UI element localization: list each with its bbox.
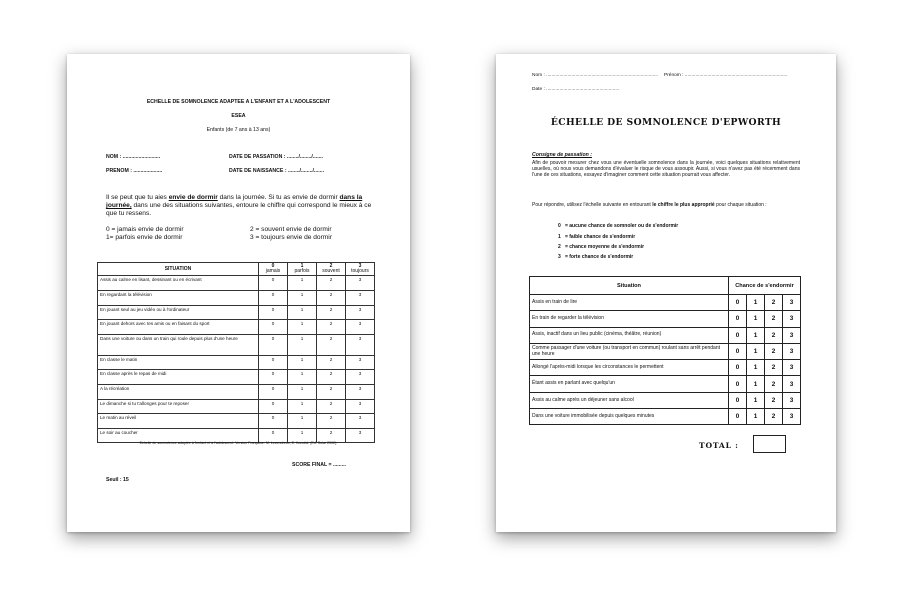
ep-prenom-field: Prénom : ............................................................................. bbox=[664, 73, 788, 78]
score-option-0[interactable]: 0 bbox=[259, 370, 288, 385]
score-option-3[interactable]: 3 bbox=[346, 384, 375, 399]
situation-cell: En regardant la télévision bbox=[98, 291, 259, 306]
table-row bbox=[530, 343, 801, 359]
table-row bbox=[98, 320, 375, 335]
score-option-0[interactable]: 0 bbox=[729, 295, 747, 311]
score-option-1[interactable]: 1 bbox=[288, 428, 317, 443]
table-row bbox=[530, 327, 801, 343]
score-option-0[interactable]: 0 bbox=[259, 384, 288, 399]
score-option-0[interactable]: 0 bbox=[259, 428, 288, 443]
score-option-2[interactable]: 2 bbox=[765, 327, 783, 343]
score-option-1[interactable]: 1 bbox=[288, 305, 317, 320]
esea-acronym: ESEA bbox=[231, 113, 246, 119]
situation-cell: Assis, inactif dans un lieu public (cinéma, théâtre, réunion) bbox=[530, 327, 729, 343]
score-option-1[interactable]: 1 bbox=[747, 295, 765, 311]
scale-3: 3 = forte chance de s'endormir bbox=[558, 254, 634, 260]
score-option-1[interactable]: 1 bbox=[747, 327, 765, 343]
score-option-2[interactable]: 2 bbox=[765, 360, 783, 376]
score-option-1[interactable]: 1 bbox=[288, 320, 317, 335]
score-option-2[interactable]: 2 bbox=[317, 399, 346, 414]
score-option-1[interactable]: 1 bbox=[747, 376, 765, 392]
legend-3: 3 = toujours envie de dormir bbox=[250, 234, 332, 241]
score-option-2[interactable]: 2 bbox=[317, 370, 346, 385]
score-option-0[interactable]: 0 bbox=[729, 327, 747, 343]
esea-passation-field: DATE DE PASSATION : ......../......../....... bbox=[229, 154, 323, 160]
score-option-1[interactable]: 1 bbox=[747, 409, 765, 425]
score-option-3[interactable]: 3 bbox=[346, 428, 375, 443]
score-option-1[interactable]: 1 bbox=[288, 334, 317, 355]
epworth-title: ÉCHELLE DE SOMNOLENCE D'EPWORTH bbox=[550, 117, 782, 128]
score-option-3[interactable]: 3 bbox=[783, 360, 801, 376]
table-header-row bbox=[530, 277, 801, 295]
legend-1: 1= parfois envie de dormir bbox=[106, 234, 183, 241]
esea-prenom-field: PRENOM : .................... bbox=[106, 168, 163, 174]
consigne-text: Afin de pouvoir mesurer chez vous une éventuelle somnolence dans la journée, voici quelques situations relativement usuelles, où nous vous demandons d'évaluer le risque de vous assoupir. Aussi, si vous n'avez pas été récemment dans l'une de ces situations, essayez d'imaginer comment cette situation pourrait vous affecter. bbox=[532, 160, 800, 179]
score-option-3[interactable]: 3 bbox=[346, 355, 375, 370]
situation-cell: En train de regarder la télévision bbox=[530, 311, 729, 327]
table-row bbox=[98, 414, 375, 429]
esea-table bbox=[97, 262, 375, 443]
score-option-1[interactable]: 1 bbox=[747, 392, 765, 408]
situation-cell: Le dimanche si tu t'allonges pour te reposer bbox=[98, 399, 259, 414]
table-row bbox=[530, 409, 801, 425]
table-row bbox=[530, 360, 801, 376]
score-header-1: 1 parfois bbox=[288, 263, 317, 276]
ep-date-field: Date : ....................................................... bbox=[532, 87, 620, 92]
situation-cell: Le soir au coucher bbox=[98, 428, 259, 443]
situation-cell: Assis au calme après un déjeuner sans alcool bbox=[530, 392, 729, 408]
situation-cell: En classe après le repas de midi bbox=[98, 370, 259, 385]
esea-footnote: Echelle de somnolence adaptée à l'enfant et à l'adolescent. Version Française. M. Lecendreux, E. Konofal. (Ed. Solar 2002). bbox=[139, 441, 338, 445]
total-label: TOTAL : bbox=[699, 441, 739, 450]
score-option-1[interactable]: 1 bbox=[747, 343, 765, 359]
legend-0: 0 = jamais envie de dormir bbox=[106, 226, 184, 233]
table-row bbox=[98, 291, 375, 306]
score-option-3[interactable]: 3 bbox=[346, 414, 375, 429]
table-row bbox=[98, 355, 375, 370]
score-option-2[interactable]: 2 bbox=[317, 384, 346, 399]
score-option-0[interactable]: 0 bbox=[259, 320, 288, 335]
score-option-2[interactable]: 2 bbox=[317, 276, 346, 291]
score-option-2[interactable]: 2 bbox=[765, 295, 783, 311]
situation-cell: Dans une voiture immobilisée depuis quelques minutes bbox=[530, 409, 729, 425]
score-option-2[interactable]: 2 bbox=[317, 414, 346, 429]
score-option-1[interactable]: 1 bbox=[747, 360, 765, 376]
score-option-3[interactable]: 3 bbox=[783, 327, 801, 343]
table-row bbox=[98, 305, 375, 320]
situation-cell: Dans une voiture ou dans un train qui roule depuis plus d'une heure bbox=[98, 334, 259, 355]
ep-nom-field: Nom : .................................................................................... bbox=[532, 73, 659, 78]
score-header-3: 3 toujours bbox=[346, 263, 375, 276]
chance-header: Chance de s'endormir bbox=[729, 277, 801, 295]
score-option-2[interactable]: 2 bbox=[317, 355, 346, 370]
score-option-2[interactable]: 2 bbox=[317, 291, 346, 306]
table-row bbox=[98, 370, 375, 385]
score-option-0[interactable]: 0 bbox=[729, 311, 747, 327]
situation-cell: Étant assis en parlant avec quelqu'un bbox=[530, 376, 729, 392]
table-row bbox=[530, 376, 801, 392]
esea-page bbox=[67, 54, 410, 532]
esea-title: ECHELLE DE SOMNOLENCE ADAPTEE A L'ENFANT ET A L'ADOLESCENT bbox=[146, 99, 331, 105]
score-header-2: 2 souvent bbox=[317, 263, 346, 276]
legend-2: 2 = souvent envie de dormir bbox=[250, 226, 332, 233]
score-option-3[interactable]: 3 bbox=[783, 392, 801, 408]
score-option-0[interactable]: 0 bbox=[729, 409, 747, 425]
table-row bbox=[98, 399, 375, 414]
score-option-0[interactable]: 0 bbox=[259, 305, 288, 320]
score-option-2[interactable]: 2 bbox=[765, 392, 783, 408]
score-option-1[interactable]: 1 bbox=[288, 355, 317, 370]
score-option-0[interactable]: 0 bbox=[259, 334, 288, 355]
situation-cell: Assis en train de lire bbox=[530, 295, 729, 311]
situation-cell: Assis au calme en lisant, dessinant ou en écrivant bbox=[98, 276, 259, 291]
score-option-2[interactable]: 2 bbox=[317, 428, 346, 443]
score-option-1[interactable]: 1 bbox=[288, 291, 317, 306]
score-option-0[interactable]: 0 bbox=[259, 276, 288, 291]
score-option-3[interactable]: 3 bbox=[346, 370, 375, 385]
score-option-0[interactable]: 0 bbox=[729, 360, 747, 376]
score-option-2[interactable]: 2 bbox=[765, 376, 783, 392]
score-option-1[interactable]: 1 bbox=[288, 384, 317, 399]
situation-header: Situation bbox=[530, 277, 729, 295]
score-option-3[interactable]: 3 bbox=[783, 376, 801, 392]
table-row bbox=[98, 384, 375, 399]
reponse-instruction: Pour répondre, utilisez l'échelle suivante en entourant le chiffre le plus approprié pour chaque situation : bbox=[532, 202, 767, 208]
esea-instruction: Il se peut que tu aies envie de dormir dans la journée. Si tu as envie de dormir dans la journée, dans une des situations suivantes, entoure le chiffre qui correspond le mieux à ce que tu ressens. bbox=[106, 194, 372, 218]
score-option-1[interactable]: 1 bbox=[288, 276, 317, 291]
situation-cell: Comme passager d'une voiture (ou transport en commun) roulant sans arrêt pendant une heure bbox=[530, 343, 729, 359]
table-row bbox=[530, 311, 801, 327]
score-option-2[interactable]: 2 bbox=[317, 320, 346, 335]
score-option-3[interactable]: 3 bbox=[346, 334, 375, 355]
situation-cell: En classe le matin bbox=[98, 355, 259, 370]
table-row bbox=[98, 334, 375, 355]
emphasis-dans-la-journee: dans la journée, bbox=[106, 194, 363, 210]
score-option-0[interactable]: 0 bbox=[259, 291, 288, 306]
esea-nom-field: NOM : .......................... bbox=[106, 154, 161, 160]
score-option-2[interactable]: 2 bbox=[317, 305, 346, 320]
score-option-0[interactable]: 0 bbox=[259, 355, 288, 370]
scale-1: 1 = faible chance de s'endormir bbox=[558, 234, 636, 240]
seuil: Seuil : 15 bbox=[106, 477, 129, 483]
score-option-3[interactable]: 3 bbox=[783, 409, 801, 425]
score-option-3[interactable]: 3 bbox=[346, 291, 375, 306]
score-option-3[interactable]: 3 bbox=[783, 311, 801, 327]
score-option-2[interactable]: 2 bbox=[765, 311, 783, 327]
situation-cell: En jouant seul au jeu vidéo ou à l'ordinateur bbox=[98, 305, 259, 320]
score-option-3[interactable]: 3 bbox=[346, 305, 375, 320]
score-option-0[interactable]: 0 bbox=[259, 399, 288, 414]
situation-cell: A la récréation bbox=[98, 384, 259, 399]
score-option-3[interactable]: 3 bbox=[346, 399, 375, 414]
score-option-3[interactable]: 3 bbox=[346, 320, 375, 335]
esea-subtitle: Enfants (de 7 ans à 13 ans) bbox=[206, 127, 271, 133]
score-option-0[interactable]: 0 bbox=[729, 376, 747, 392]
score-option-1[interactable]: 1 bbox=[747, 311, 765, 327]
epworth-table bbox=[529, 276, 801, 425]
score-option-0[interactable]: 0 bbox=[729, 392, 747, 408]
score-option-2[interactable]: 2 bbox=[317, 334, 346, 355]
situation-cell: En jouant dehors avec tes amis ou en faisant du sport bbox=[98, 320, 259, 335]
score-option-1[interactable]: 1 bbox=[288, 414, 317, 429]
score-option-2[interactable]: 2 bbox=[765, 343, 783, 359]
emphasis-envie-de-dormir: envie de dormir bbox=[168, 194, 218, 201]
score-option-0[interactable]: 0 bbox=[729, 343, 747, 359]
score-option-3[interactable]: 3 bbox=[783, 295, 801, 311]
esea-naissance-field: DATE DE NAISSANCE : ......../......../....... bbox=[229, 168, 325, 174]
score-option-1[interactable]: 1 bbox=[288, 399, 317, 414]
score-option-0[interactable]: 0 bbox=[259, 414, 288, 429]
score-option-3[interactable]: 3 bbox=[783, 343, 801, 359]
epworth-page bbox=[496, 54, 836, 532]
table-row bbox=[530, 295, 801, 311]
table-header-row bbox=[98, 263, 375, 276]
score-header-0: 0 jamais bbox=[259, 263, 288, 276]
score-option-2[interactable]: 2 bbox=[765, 409, 783, 425]
situation-cell: Allongé l'après-midi lorsque les circonstances le permettent bbox=[530, 360, 729, 376]
emphasis-chiffre: le chiffre le plus approprié bbox=[652, 202, 715, 208]
situation-header: SITUATION bbox=[98, 263, 259, 276]
total-box[interactable] bbox=[753, 435, 786, 453]
score-option-3[interactable]: 3 bbox=[346, 276, 375, 291]
table-row bbox=[98, 276, 375, 291]
scale-2: 2 = chance moyenne de s'endormir bbox=[558, 244, 645, 250]
situation-cell: Le matin au réveil bbox=[98, 414, 259, 429]
score-option-1[interactable]: 1 bbox=[288, 370, 317, 385]
table-row bbox=[530, 392, 801, 408]
consigne-title: Consigne de passation : bbox=[532, 152, 592, 158]
score-final: SCORE FINAL = ......... bbox=[292, 462, 346, 468]
scale-0: 0 = aucune chance de somnoler ou de s'endormir bbox=[558, 223, 679, 229]
